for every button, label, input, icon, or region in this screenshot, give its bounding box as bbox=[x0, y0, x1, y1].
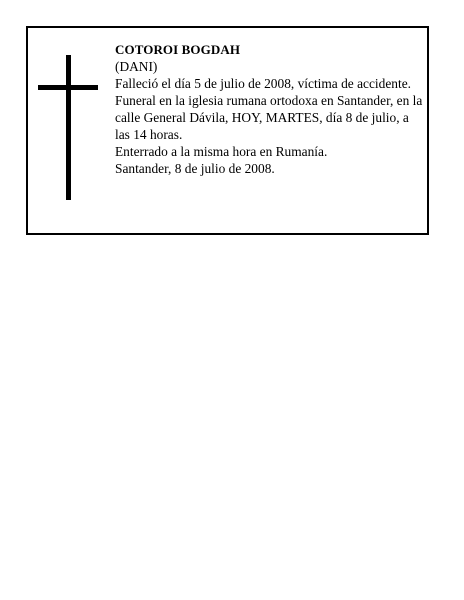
deceased-name: COTOROI BOGDAH bbox=[115, 42, 241, 57]
cross-vertical-bar bbox=[66, 55, 71, 200]
cross-icon bbox=[38, 55, 98, 200]
place-date: Santander, 8 de julio de 2008. bbox=[115, 161, 275, 176]
burial-details: Enterrado a la misma hora en Rumanía. bbox=[115, 144, 328, 159]
cross-horizontal-bar bbox=[38, 85, 98, 90]
notice-text bbox=[115, 41, 425, 177]
obituary-notice bbox=[26, 26, 429, 235]
death-details: Falleció el día 5 de julio de 2008, víctima de accidente. bbox=[115, 76, 411, 91]
deceased-nickname: (DANI) bbox=[115, 59, 158, 74]
funeral-details: Funeral en la iglesia rumana ortodoxa en Santander, en la calle General Dávila, HOY, MARTES, día 8 de julio, a las 14 horas. bbox=[115, 93, 423, 142]
